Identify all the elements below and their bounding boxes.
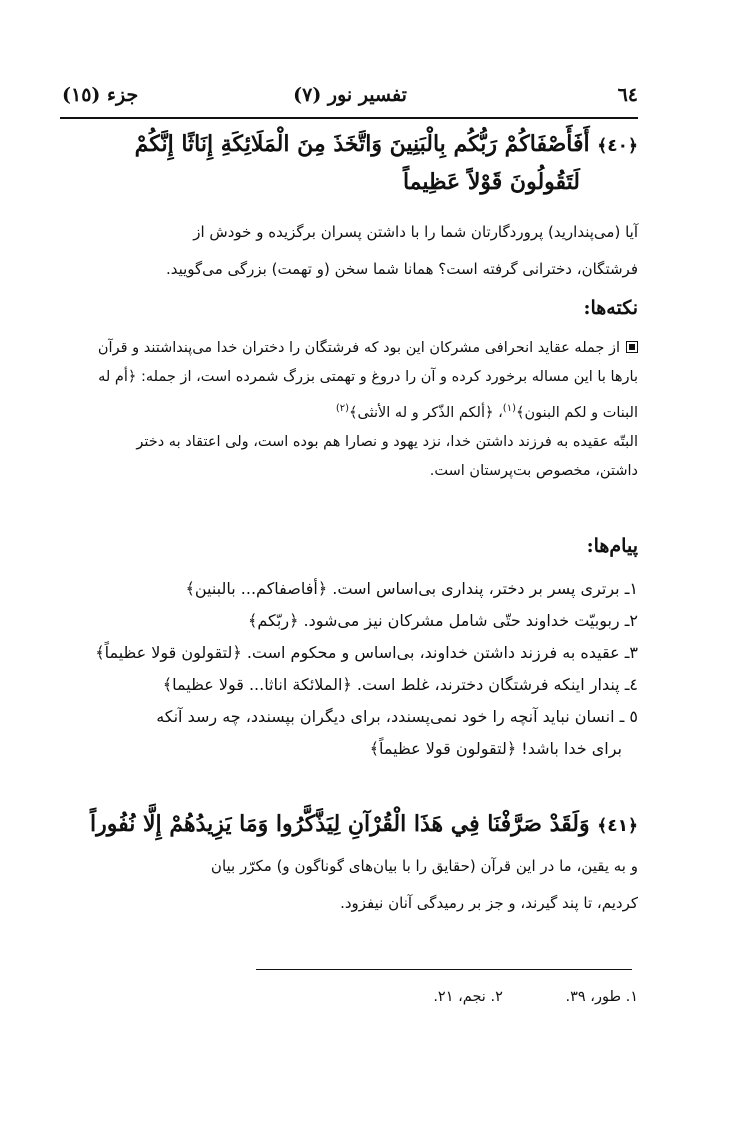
verse-40-text-1: أَفَأَصْفَاكُمْ رَبُّكُم بِالْبَنِينَ وَاتَّخَذَ مِنَ الْمَلَائِكَةِ إِنَاثًا إِنَّكُمْ [134, 131, 590, 157]
verse-40-translation [100, 214, 638, 288]
note-para-2-line-1: البتّه عقیده به فرزند داشتن خدا، نزد یهود و نصارا هم بوده است، ولی اعتقاد به دختر [136, 433, 638, 450]
note-para-1-line-1 [60, 334, 638, 363]
running-title: تفسیر نور (٧) [293, 84, 407, 106]
messages-heading: پیام‌ها: [586, 535, 638, 557]
verse-40-line-1 [60, 126, 638, 164]
message-item-5-line-1: ٥ ـ انسان نباید آنچه را خود نمی‌پسندد، برای دیگران بپسندد، چه رسد آنکه [156, 707, 638, 726]
note-para-2-line-2: داشتن، مخصوص بت‌پرستان است. [429, 462, 638, 479]
message-item-1: ١ـ برتری پسر بر دختر، پنداری بی‌اساس است. ﴿أفاصفاکم... بالبنین﴾ [185, 579, 638, 598]
note-para-1-line-2: بارها با این مساله برخورد کرده و آن را دروغ و تهمتی بزرگ شمرده است، از جمله: ﴿أم له [98, 369, 638, 385]
notes-body [60, 334, 638, 486]
footnote-ref-1[interactable]: (١) [502, 403, 516, 414]
footnotes [60, 985, 638, 1009]
footnote-2: ٢. نجم، ٢١. [433, 989, 503, 1005]
translation-41-line-1: و به یقین، ما در این قرآن (حقایق را با بیان‌های گوناگون و) مکرّر بیان [210, 857, 638, 875]
message-item-5-line-2: برای خدا باشد! ﴿لتقولون قولا عظیماً﴾ [369, 739, 622, 758]
footnote-divider [256, 969, 632, 970]
page-number: ٦٤ [617, 84, 638, 106]
square-bullet-icon [626, 341, 638, 353]
message-item-4: ٤ـ پندار اینکه فرشتگان دخترند، غلط است. ﴿الملائکة اناثا... قولا عظیما﴾ [162, 675, 638, 694]
header-divider [60, 117, 638, 119]
verse-40-line-2: لَتَقُولُونَ قَوْلاً عَظِيماً [402, 169, 580, 195]
notes-heading: نکته‌ها: [583, 297, 638, 319]
verse-41-text: وَلَقَدْ صَرَّفْنَا فِي هَذَا الْقُرْآنِ لِيَذَّكَّرُوا وَمَا يَزِيدُهُمْ إِلَّا نُفُوراً [90, 811, 590, 837]
note-quote-1: البنات و لکم البنون﴾ [515, 404, 638, 421]
footnote-ref-2[interactable]: (٢) [335, 403, 350, 414]
message-item-3: ٣ـ عقیده به فرزند داشتن خداوند، بی‌اساس و محکوم است. ﴿لتقولون قولا عظیماً﴾ [95, 643, 638, 662]
note-para-1-line-3 [60, 394, 638, 428]
verse-41-number: ﴿٤١﴾ [597, 816, 638, 836]
note-text: از جمله عقاید انحرافی مشرکان این بود که فرشتگان را دختران خدا می‌پنداشتند و قرآن [97, 340, 620, 356]
messages-list [60, 573, 638, 765]
verse-41-translation [128, 848, 638, 922]
note-quote-2: ، ﴿ألکم الذّکر و له الأنثی﴾ [349, 404, 503, 421]
message-item-2: ٢ـ ربوبیّت خداوند حتّی شامل مشرکان نیز می‌شود. ﴿ربّکم﴾ [248, 611, 638, 630]
juz-label: جزء (١٥) [62, 84, 139, 106]
verse-40-number: ﴿٤٠﴾ [597, 136, 638, 156]
verse-40 [60, 126, 638, 200]
translation-40-line-1: آیا (می‌پندارید) پروردگارتان شما را با داشتن پسران برگزیده و خودش از [193, 223, 638, 241]
page-header [62, 84, 638, 114]
translation-40-line-2: فرشتگان، دخترانی گرفته است؟ همانا شما سخن (و تهمت) بزرگی می‌گویید. [165, 260, 638, 278]
translation-41-line-2: کردیم، تا پند گیرند، و جز بر رمیدگی آنان نیفزود. [340, 894, 638, 912]
footnote-1: ١. طور، ٣٩. [565, 989, 638, 1005]
verse-41 [60, 806, 638, 844]
